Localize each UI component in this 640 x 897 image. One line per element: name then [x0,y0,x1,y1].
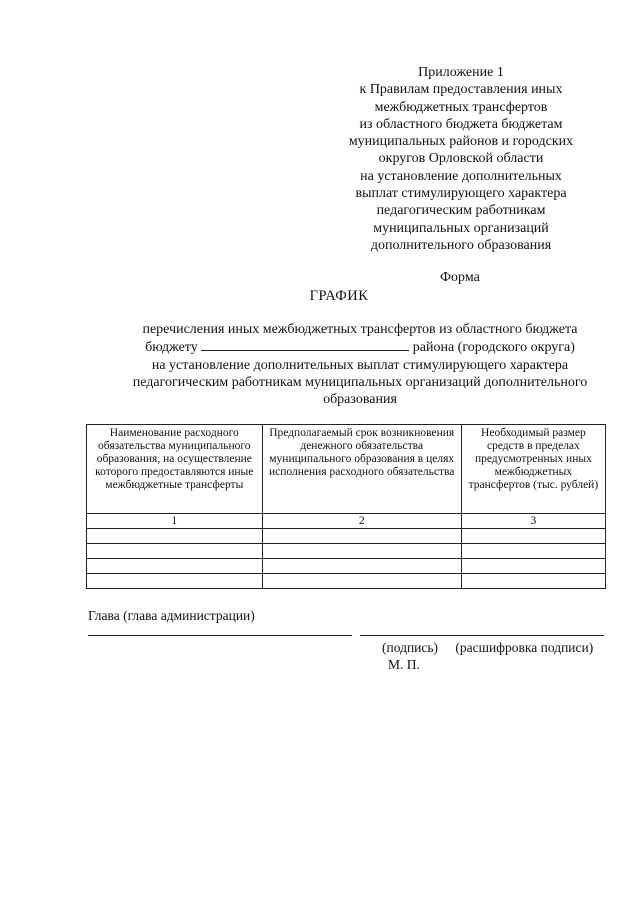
table-cell[interactable] [262,544,461,559]
annex-line: межбюджетных трансфертов [374,99,548,115]
stamp-place-label: М. П. [388,657,420,672]
table-header-row [87,425,606,514]
header-expected-term: Предполагаемый срок возникновения денежного обязательства муниципального образования в целях исполнения расходного обязательства [262,425,461,514]
table-cell[interactable] [87,529,263,544]
column-number: 1 [87,514,263,529]
head-of-administration-label: Глава (глава администрации) [88,608,255,623]
signature-blank-line[interactable] [360,635,604,636]
annex-block [322,64,600,254]
form-label: Форма [440,270,480,285]
table-cell[interactable] [262,574,461,589]
table-cell[interactable] [262,559,461,574]
subtitle-line: образования [323,392,397,408]
signature-captions [382,640,593,656]
table-cell[interactable] [87,574,263,589]
annex-line: к Правилам предоставления иных [359,82,563,98]
table-row [87,574,606,589]
table-cell[interactable] [87,559,263,574]
subtitle-line: перечисления иных межбюджетных трансфертов из областного бюджета [142,322,578,337]
position-blank-line[interactable] [88,635,352,636]
table-row [87,544,606,559]
table-cell[interactable] [461,544,605,559]
table-row [87,559,606,574]
column-number: 2 [262,514,461,529]
annex-line: Приложение 1 [418,65,504,80]
table-cell[interactable] [461,559,605,574]
subtitle-line: на установление дополнительных выплат стимулирующего характера [151,357,569,373]
annex-line: из областного бюджета бюджетам [359,116,563,132]
document-subtitle [80,321,640,408]
table-cell[interactable] [87,544,263,559]
annex-line: округов Орловской области [378,151,544,167]
budget-prefix: бюджету [145,340,198,356]
transfer-schedule-table [86,424,606,589]
subtitle-line-budget [80,338,640,356]
annex-line: дополнительного образования [370,237,552,253]
annex-line: муниципальных организаций [373,220,549,236]
signature-caption: (подпись) [382,640,439,655]
table-cell[interactable] [262,529,461,544]
column-number: 3 [461,514,605,529]
signature-decode-caption: (расшифровка подписи) [455,640,594,655]
annex-line: на установление дополнительных [360,168,562,184]
annex-line: муниципальных районов и городских [348,134,574,150]
document-heading: ГРАФИК [309,288,369,304]
subtitle-line: педагогическим работникам муниципальных организаций дополнительного [132,374,588,390]
table-row [87,529,606,544]
budget-suffix: района (городского округа) [412,340,575,356]
header-required-amount: Необходимый размер средств в пределах предусмотренных иных межбюджетных трансфертов (тыс. рублей) [461,425,605,514]
district-name-blank[interactable] [201,338,409,351]
table-cell[interactable] [461,574,605,589]
annex-line: выплат стимулирующего характера [355,186,567,202]
table-cell[interactable] [461,529,605,544]
header-obligation-name: Наименование расходного обязательства муниципального образования, на осуществление которого предоставляются иные межбюджетные трансферты [87,425,263,514]
column-number-row [87,514,606,529]
annex-line: педагогическим работникам [376,203,546,219]
